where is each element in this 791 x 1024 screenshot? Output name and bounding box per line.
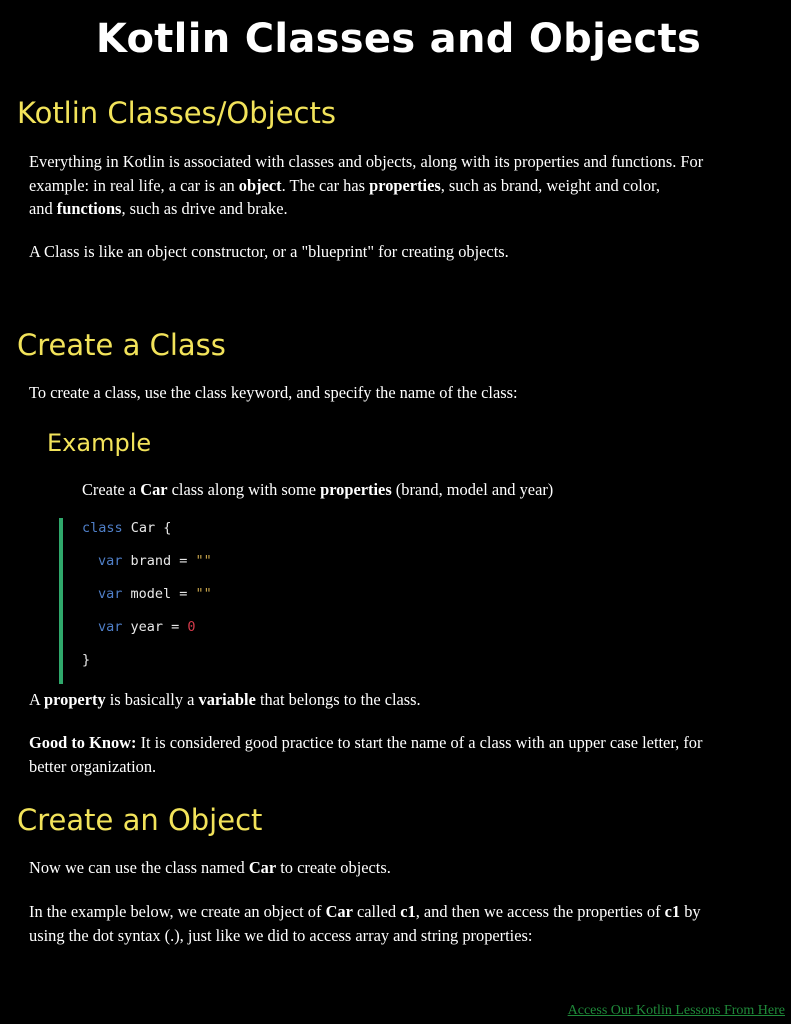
good-to-know-note bbox=[29, 731, 781, 778]
intro-line-2: example: in real life, a car is an object. The car has properties, such as brand, weight and color, bbox=[29, 175, 660, 195]
code-line: var year = 0 bbox=[98, 619, 196, 635]
intro-line-1: Everything in Kotlin is associated with classes and objects, along with its properties and functions. For bbox=[29, 152, 704, 171]
code-line: class Car { bbox=[82, 520, 172, 536]
section-heading-classes-objects: Kotlin Classes/Objects bbox=[17, 96, 336, 130]
intro-paragraph bbox=[29, 150, 781, 221]
kotlin-lessons-link[interactable]: Access Our Kotlin Lessons From Here bbox=[567, 1003, 785, 1018]
create-class-intro: To create a class, use the class keyword, and specify the name of the class: bbox=[29, 383, 518, 402]
example-description: Create a Car class along with some properties (brand, model and year) bbox=[82, 480, 554, 499]
code-line: } bbox=[82, 652, 91, 668]
property-paragraph: A property is basically a variable that belongs to the class. bbox=[29, 690, 421, 709]
example-heading: Example bbox=[47, 429, 152, 457]
section-heading-create-class: Create a Class bbox=[17, 328, 226, 362]
code-example bbox=[59, 518, 363, 684]
create-object-intro: Now we can use the class named Car to create objects. bbox=[29, 858, 391, 877]
code-line: var brand = "" bbox=[98, 553, 212, 569]
good-to-know-line-2: better organization. bbox=[29, 756, 157, 776]
create-object-line-1: In the example below, we create an object of Car called c1, and then we access the properties of c1 by bbox=[29, 902, 701, 921]
good-to-know-line-1: Good to Know: It is considered good practice to start the name of a class with an upper case letter, for bbox=[29, 733, 703, 752]
create-object-paragraph bbox=[29, 900, 781, 947]
code-line: var model = "" bbox=[98, 586, 212, 602]
blueprint-paragraph: A Class is like an object constructor, or a "blueprint" for creating objects. bbox=[29, 242, 509, 261]
page-title: Kotlin Classes and Objects bbox=[95, 16, 702, 62]
create-object-line-2: using the dot syntax (.), just like we did to access array and string properties: bbox=[29, 925, 533, 945]
section-heading-create-object: Create an Object bbox=[17, 803, 263, 837]
intro-line-3: and functions, such as drive and brake. bbox=[29, 199, 288, 218]
